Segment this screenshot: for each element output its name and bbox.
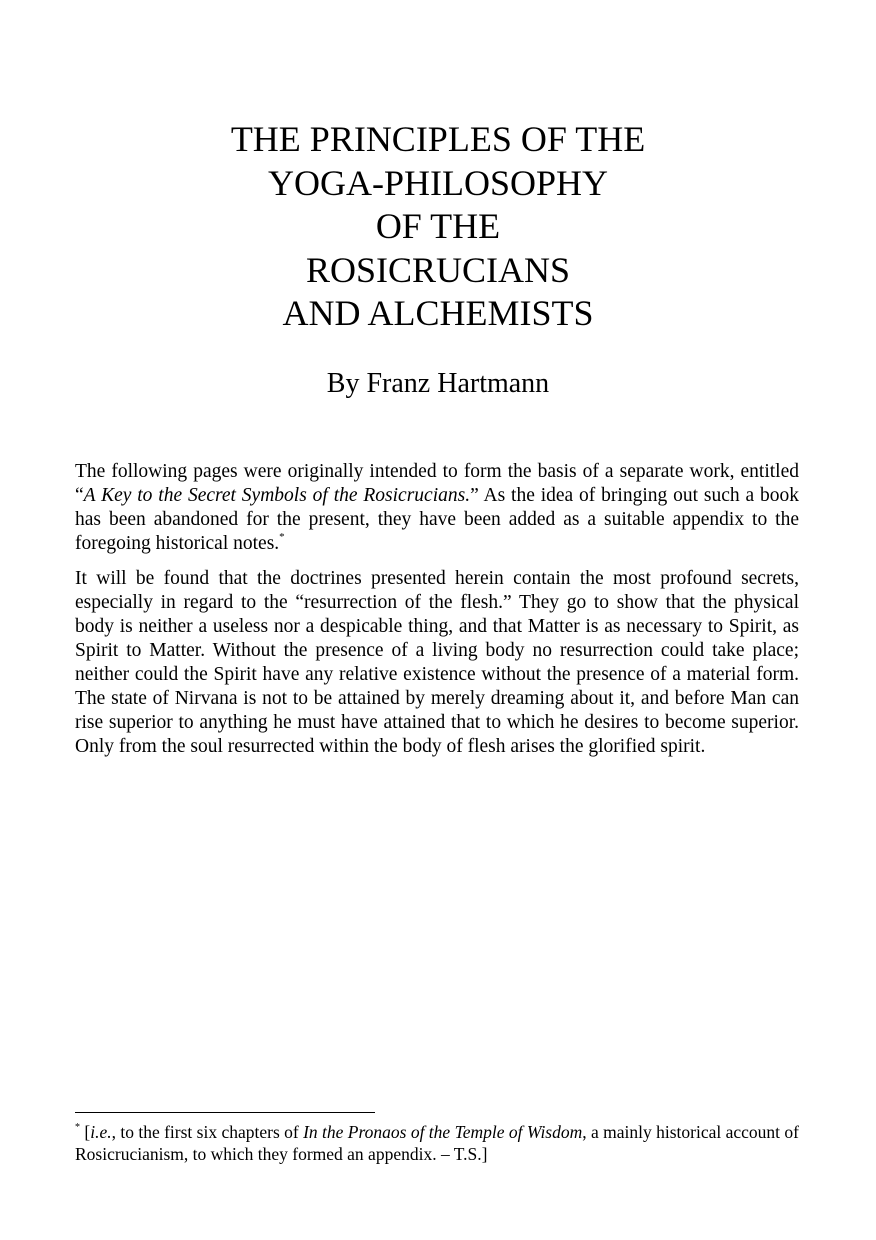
title-line-1: THE PRINCIPLES OF THE bbox=[230, 119, 646, 159]
footnote-text-end: , a mainly historical account of Rosicrucianism, to which they formed an appendix. – T.S.] bbox=[75, 1122, 799, 1164]
footnote-book-title: In the Pronaos of the Temple of Wisdom bbox=[303, 1122, 583, 1142]
book-title bbox=[0, 118, 876, 336]
footnote-reference-mark[interactable]: * bbox=[279, 531, 285, 543]
title-line-5: AND ALCHEMISTS bbox=[282, 293, 594, 333]
title-line-3: OF THE bbox=[375, 206, 501, 246]
footnote-separator bbox=[75, 1112, 375, 1113]
footnote-mark: * bbox=[75, 1122, 80, 1133]
body-text bbox=[75, 460, 799, 770]
author-byline: By Franz Hartmann bbox=[326, 368, 550, 399]
footnote-text-mid: , to the first six chapters of bbox=[111, 1122, 304, 1142]
paragraph-1-text-end: ” As the idea of bringing out such a book has been abandoned for the present, they have been added as a suitable appendix to the foregoing historical notes. bbox=[75, 485, 799, 554]
footnote bbox=[75, 1121, 799, 1165]
title-line-4: ROSICRUCIANS bbox=[305, 249, 571, 290]
paragraph-1 bbox=[75, 460, 799, 556]
footnote-bracket-open: [ bbox=[80, 1122, 91, 1142]
paragraph-1-text-start: The following pages were originally intended to form the basis of a separate work, entitled “ bbox=[75, 461, 799, 506]
key-title-italic: A Key to the Secret Symbols of the Rosicrucians. bbox=[83, 485, 471, 506]
footnote-ie-italic: i.e. bbox=[90, 1122, 112, 1142]
title-line-2: YOGA-PHILOSOPHY bbox=[267, 162, 608, 203]
paragraph-2: It will be found that the doctrines presented herein contain the most profound secrets, especially in regard to the “resurrection of the flesh.” They go to show that the physical body is neither a useless nor a despicable thing, and that Matter is as necessary to Spirit, as Spirit to Matter. Without the presence of a living body no resurrection could take place; neither could the Spirit have any relative existence without the presence of a material form. The state of Nirvana is not to be attained by merely dreaming about it, and before Man can rise superior to anything he must have attained that to which he desires to become superior. Only from the soul resurrected within the body of flesh arises the glorified spirit. bbox=[75, 568, 799, 757]
